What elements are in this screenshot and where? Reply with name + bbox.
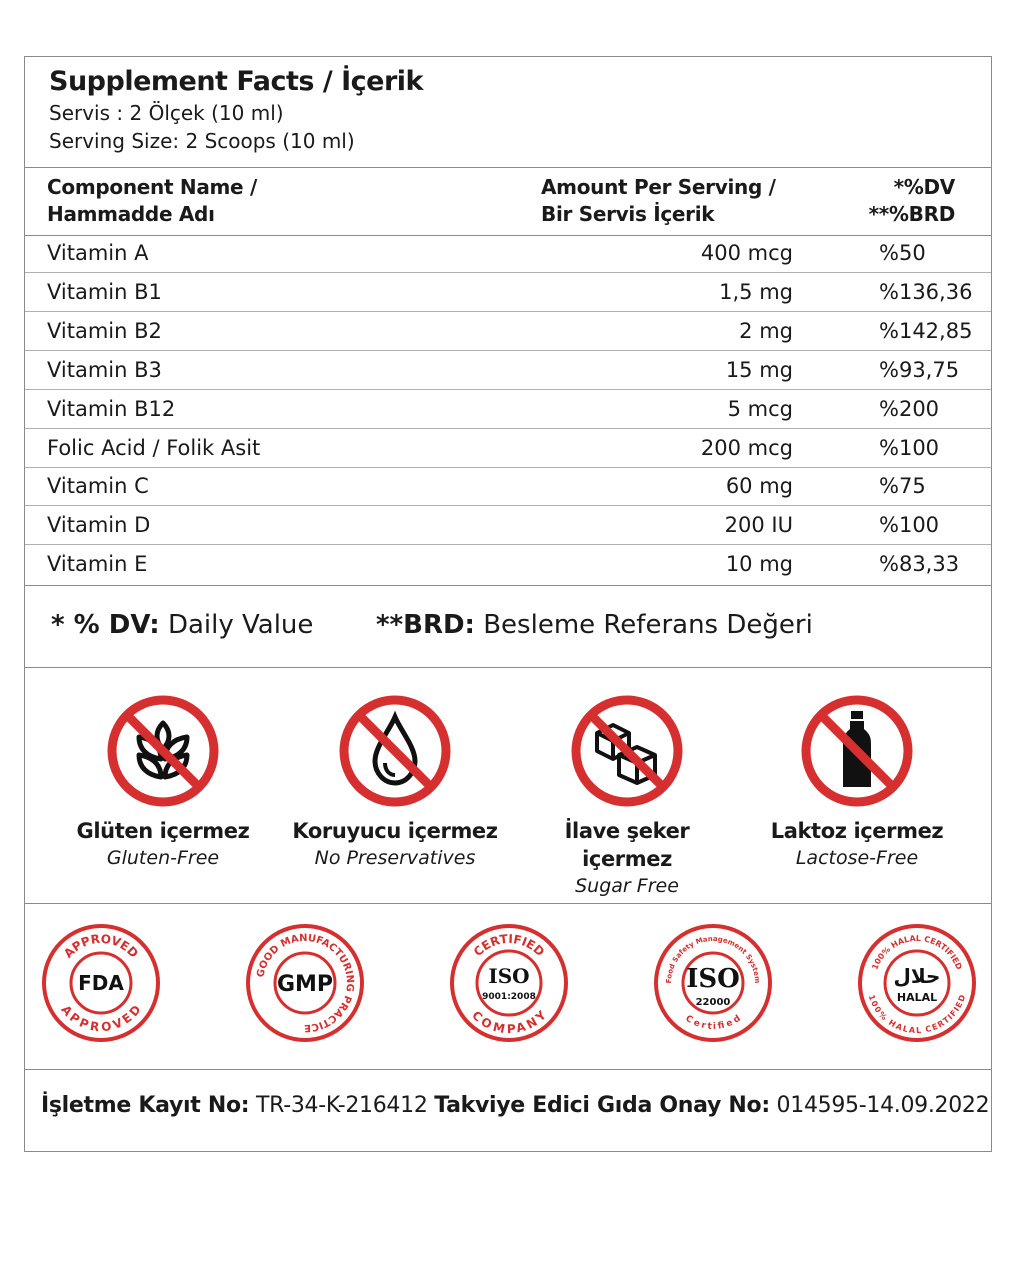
- gluten-free-label-en: Gluten-Free: [106, 847, 220, 869]
- nutrient-amount: 1,5 mg: [719, 279, 793, 304]
- nutrient-amount: 2 mg: [739, 318, 793, 343]
- no-preservatives-label-tr: Koruyucu içermez: [292, 819, 498, 843]
- legend-dv-value: Daily Value: [167, 610, 314, 640]
- legend-dv-key: * % DV:: [51, 610, 160, 640]
- halal-arabic: حلال: [893, 964, 941, 988]
- column-header-amount-line1: Amount Per Serving /: [541, 175, 776, 199]
- column-header-dv-line2: **%BRD: [868, 202, 955, 226]
- gmp-badge: [243, 921, 367, 1045]
- table-row: [25, 235, 991, 273]
- approval-value: 014595-14.09.2022: [776, 1093, 990, 1118]
- fda-ring-text-bottom: APPROVED: [58, 1002, 144, 1035]
- table-row: [25, 468, 991, 506]
- lactose-free-item: [747, 693, 967, 871]
- nutrient-amount: 15 mg: [725, 357, 793, 382]
- registration-key: İşletme Kayıt No:: [41, 1093, 250, 1118]
- nutrient-dv: %93,75: [879, 357, 960, 382]
- iso-9001-sub: 9001:2008: [482, 992, 536, 1002]
- row-divider: [25, 350, 991, 351]
- gluten-free-item: [53, 693, 273, 871]
- approval-key: Takviye Edici Gıda Onay No:: [434, 1093, 770, 1118]
- column-header-name: [47, 174, 257, 228]
- iso-22000-sub: 22000: [695, 997, 731, 1008]
- wheat-icon: [105, 693, 221, 809]
- nutrient-name: Vitamin B12: [47, 396, 176, 421]
- legend-brd-value: Besleme Referans Değeri: [483, 610, 813, 640]
- sugar-cubes-icon: [569, 693, 685, 809]
- legend: [51, 605, 813, 645]
- supplement-facts-panel: [24, 56, 992, 1152]
- divider: [25, 903, 991, 904]
- nutrient-amount: 200 IU: [724, 513, 793, 538]
- nutrient-name: Vitamin B1: [47, 279, 162, 304]
- legend-brd-key: **BRD:: [375, 610, 475, 640]
- divider: [25, 667, 991, 668]
- nutrient-dv: %50: [879, 241, 926, 265]
- row-divider: [25, 272, 991, 273]
- fda-ring-text-top: APPROVED: [61, 931, 141, 961]
- table-row: [25, 391, 991, 429]
- column-header-amount: [541, 174, 776, 228]
- table-row: [25, 313, 991, 351]
- halal-sub: HALAL: [896, 991, 938, 1004]
- serving-size-en: Serving Size: 2 Scoops (10 ml): [49, 129, 355, 153]
- drop-icon: [337, 693, 453, 809]
- halal-badge: [855, 921, 979, 1045]
- table-row: [25, 430, 991, 468]
- nutrient-amount: 10 mg: [725, 552, 793, 577]
- fda-approved-badge: [39, 921, 163, 1045]
- panel-title: Supplement Facts / İçerik: [49, 66, 423, 97]
- nutrient-name: Vitamin B3: [47, 357, 162, 382]
- nutrient-dv: %100: [879, 513, 940, 538]
- row-divider: [25, 467, 991, 468]
- iso-22000-badge: [651, 921, 775, 1045]
- column-header-amount-line2: Bir Servis İçerik: [541, 202, 715, 226]
- divider: [25, 585, 991, 586]
- halal-ring-bottom: 100% HALAL CERTIFIED: [866, 993, 968, 1036]
- nutrient-dv: %75: [879, 474, 926, 499]
- lactose-free-label-tr: Laktoz içermez: [770, 819, 944, 843]
- nutrient-dv: %100: [879, 435, 940, 460]
- iso-22000-ring-top: Food Safety Management System: [664, 934, 762, 984]
- nutrient-name: Vitamin E: [47, 552, 148, 577]
- nutrient-amount: 400 mcg: [700, 241, 793, 265]
- halal-ring-top: 100% HALAL CERTIFIED: [870, 933, 964, 971]
- serving-size-tr: Servis : 2 Ölçek (10 ml): [49, 101, 284, 125]
- nutrient-name: Vitamin A: [47, 241, 149, 265]
- nutrient-dv: %83,33: [879, 552, 960, 577]
- iso-22000-center: ISO: [686, 964, 740, 994]
- row-divider: [25, 311, 991, 312]
- row-divider: [25, 389, 991, 390]
- table-row: [25, 274, 991, 312]
- gmp-badge-center: GMP: [276, 972, 334, 997]
- nutrient-name: Vitamin D: [47, 513, 151, 538]
- no-preservatives-label-en: No Preservatives: [314, 847, 476, 869]
- nutrient-name: Folic Acid / Folik Asit: [47, 435, 261, 460]
- nutrient-dv: %136,36: [879, 279, 973, 304]
- table-row: [25, 352, 991, 390]
- column-header-name-line2: Hammadde Adı: [47, 202, 215, 226]
- lactose-free-label-en: Lactose-Free: [795, 847, 919, 869]
- svg-text:APPROVED: [61, 932, 141, 961]
- sugar-free-label-tr: İlave şeker içermez: [564, 819, 690, 871]
- nutrient-amount: 60 mg: [725, 474, 793, 499]
- panel-header: [49, 65, 423, 155]
- table-row: [25, 546, 991, 584]
- fda-badge-center: FDA: [78, 971, 124, 995]
- svg-text:Certified: [683, 1014, 742, 1032]
- iso-9001-ring-bottom: COMPANY: [469, 1008, 549, 1037]
- divider: [25, 1069, 991, 1070]
- column-header-dv-line1: *%DV: [893, 175, 955, 199]
- sugar-free-item: [517, 693, 737, 899]
- row-divider: [25, 428, 991, 429]
- registration-value: TR-34-K-216412: [255, 1093, 428, 1118]
- nutrient-name: Vitamin B2: [47, 318, 162, 343]
- iso-9001-ring-top: CERTIFIED: [470, 931, 548, 960]
- gmp-ring-text: GOOD MANUFACTURING PRACTICE: [255, 932, 356, 1034]
- column-header-name-line1: Component Name /: [47, 175, 257, 199]
- sugar-free-label-en: Sugar Free: [575, 875, 679, 897]
- no-preservatives-item: [285, 693, 505, 871]
- iso-9001-badge: [447, 921, 571, 1045]
- column-header-dv: [845, 174, 955, 228]
- row-divider: [25, 544, 991, 545]
- nutrient-amount: 200 mcg: [700, 435, 793, 460]
- bottle-icon: [799, 693, 915, 809]
- nutrient-dv: %200: [879, 396, 940, 421]
- registration-footer: [41, 1091, 989, 1121]
- iso-9001-center: ISO: [488, 964, 530, 988]
- gluten-free-label-tr: Glüten içermez: [76, 819, 250, 843]
- divider: [25, 167, 991, 168]
- nutrient-amount: 5 mcg: [727, 396, 793, 421]
- iso-22000-ring-bottom: Certified: [683, 1013, 743, 1033]
- row-divider: [25, 505, 991, 506]
- nutrient-dv: %142,85: [879, 318, 973, 343]
- nutrient-name: Vitamin C: [47, 474, 149, 499]
- table-row: [25, 507, 991, 545]
